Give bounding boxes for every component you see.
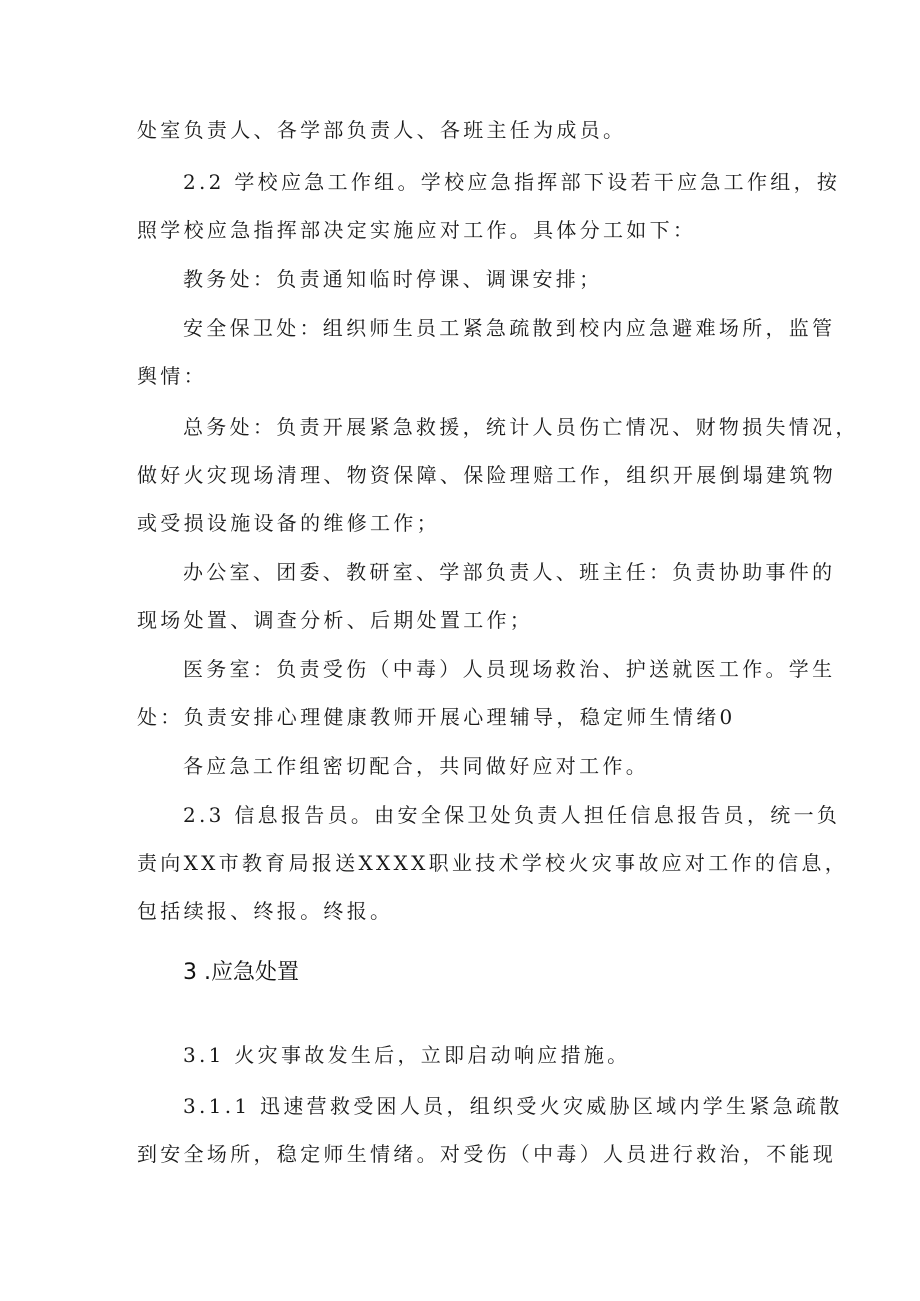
section-heading: 3 .应急处置 — [183, 960, 299, 985]
paragraph-line: 到安全场所，稳定师生情绪。对受伤（中毒）人员进行救治，不能现 — [137, 1142, 836, 1166]
paragraph-line: 现场处置、调查分析、后期处置工作； — [137, 608, 534, 632]
paragraph-line: 包括续报、终报。终报。 — [137, 899, 394, 923]
paragraph-line: 2.3 信息报告员。由安全保卫处负责人担任信息报告员，统一负 — [183, 803, 841, 827]
paragraph-line: 3.1 火灾事故发生后，立即启动响应措施。 — [183, 1043, 631, 1067]
paragraph-line: 处：负责安排心理健康教师开展心理辅导，稳定师生情绪0 — [137, 705, 736, 729]
paragraph-line: 责向XX市教育局报送XXXX职业技术学校火灾事故应对工作的信息， — [137, 851, 849, 875]
paragraph-line: 处室负责人、各学部负责人、各班主任为成员。 — [137, 118, 627, 142]
paragraph-line: 2.2 学校应急工作组。学校应急指挥部下设若干应急工作组，按 — [183, 170, 841, 194]
paragraph-line: 医务室：负责受伤（中毒）人员现场救治、护送就医工作。学生 — [183, 657, 836, 681]
paragraph-line: 舆情： — [137, 364, 207, 388]
paragraph-line: 办公室、团委、教研室、学部负责人、班主任：负责协助事件的 — [183, 560, 836, 584]
paragraph-line: 3.1.1 迅速营救受困人员，组织受火灾威胁区域内学生紧急疏散 — [183, 1094, 843, 1118]
paragraph-line: 做好火灾现场清理、物资保障、保险理赔工作，组织开展倒塌建筑物 — [137, 463, 836, 487]
paragraph-line: 教务处：负责通知临时停课、调课安排； — [183, 267, 603, 291]
paragraph-line: 或受损设施设备的维修工作； — [137, 511, 440, 535]
paragraph-line: 各应急工作组密切配合，共同做好应对工作。 — [183, 754, 649, 778]
paragraph-line: 总务处：负责开展紧急救援，统计人员伤亡情况、财物损失情况， — [183, 415, 859, 439]
paragraph-line: 安全保卫处：组织师生员工紧急疏散到校内应急避难场所，监管 — [183, 316, 836, 340]
paragraph-line: 照学校应急指挥部决定实施应对工作。具体分工如下： — [137, 218, 697, 242]
